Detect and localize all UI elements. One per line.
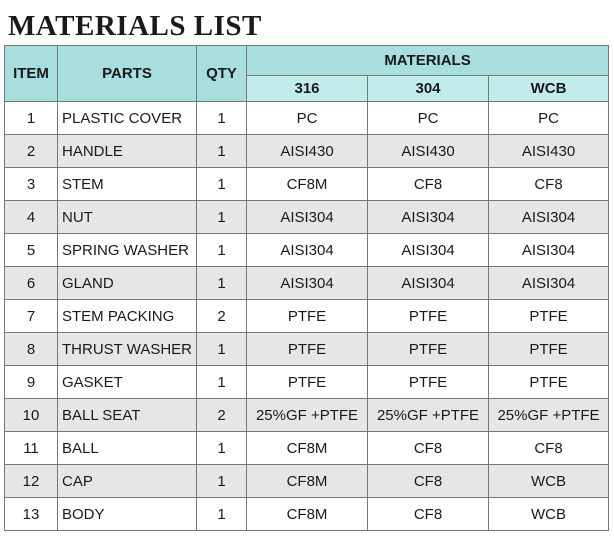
table-row (5, 234, 609, 267)
cell-316: AISI304 (247, 201, 368, 234)
cell-304: CF8 (368, 465, 489, 498)
table-row (5, 267, 609, 300)
table-body (5, 102, 609, 531)
cell-304: PTFE (368, 333, 489, 366)
cell-316: AISI304 (247, 267, 368, 300)
cell-item: 9 (5, 366, 58, 399)
cell-item: 8 (5, 333, 58, 366)
cell-qty: 1 (197, 102, 247, 135)
cell-part: NUT (58, 201, 197, 234)
cell-304: AISI304 (368, 201, 489, 234)
cell-part: CAP (58, 465, 197, 498)
cell-item: 10 (5, 399, 58, 432)
cell-part: SPRING WASHER (58, 234, 197, 267)
cell-qty: 1 (197, 498, 247, 531)
header-materials: MATERIALS (247, 46, 609, 76)
cell-wcb: WCB (489, 498, 609, 531)
cell-qty: 1 (197, 168, 247, 201)
cell-304: AISI304 (368, 234, 489, 267)
table-row (5, 465, 609, 498)
cell-part: BALL (58, 432, 197, 465)
page-title: MATERIALS LIST (8, 10, 262, 42)
cell-304: 25%GF +PTFE (368, 399, 489, 432)
table-row (5, 498, 609, 531)
cell-304: PTFE (368, 300, 489, 333)
cell-part: GLAND (58, 267, 197, 300)
cell-qty: 1 (197, 135, 247, 168)
cell-304: CF8 (368, 168, 489, 201)
cell-304: AISI430 (368, 135, 489, 168)
cell-316: 25%GF +PTFE (247, 399, 368, 432)
table-row (5, 333, 609, 366)
table-row (5, 168, 609, 201)
cell-qty: 1 (197, 465, 247, 498)
header-qty: QTY (197, 46, 247, 102)
cell-wcb: PTFE (489, 366, 609, 399)
cell-wcb: CF8 (489, 432, 609, 465)
cell-qty: 1 (197, 234, 247, 267)
cell-304: PC (368, 102, 489, 135)
header-316: 316 (247, 76, 368, 102)
cell-316: CF8M (247, 498, 368, 531)
cell-part: THRUST WASHER (58, 333, 197, 366)
table-row (5, 102, 609, 135)
table-row (5, 300, 609, 333)
cell-item: 12 (5, 465, 58, 498)
cell-item: 13 (5, 498, 58, 531)
cell-304: CF8 (368, 498, 489, 531)
cell-316: PC (247, 102, 368, 135)
table-row (5, 135, 609, 168)
cell-qty: 1 (197, 333, 247, 366)
cell-item: 6 (5, 267, 58, 300)
cell-316: PTFE (247, 366, 368, 399)
cell-wcb: AISI304 (489, 267, 609, 300)
header-wcb: WCB (489, 76, 609, 102)
cell-part: BALL SEAT (58, 399, 197, 432)
cell-304: PTFE (368, 366, 489, 399)
cell-part: STEM PACKING (58, 300, 197, 333)
header-parts: PARTS (58, 46, 197, 102)
cell-item: 11 (5, 432, 58, 465)
cell-item: 2 (5, 135, 58, 168)
cell-316: CF8M (247, 465, 368, 498)
cell-qty: 1 (197, 432, 247, 465)
cell-316: PTFE (247, 300, 368, 333)
cell-qty: 2 (197, 300, 247, 333)
cell-item: 3 (5, 168, 58, 201)
cell-wcb: 25%GF +PTFE (489, 399, 609, 432)
cell-316: CF8M (247, 168, 368, 201)
cell-part: BODY (58, 498, 197, 531)
cell-wcb: PTFE (489, 300, 609, 333)
cell-qty: 1 (197, 267, 247, 300)
table-row (5, 201, 609, 234)
materials-table (4, 45, 609, 531)
cell-item: 1 (5, 102, 58, 135)
cell-part: HANDLE (58, 135, 197, 168)
cell-wcb: AISI304 (489, 201, 609, 234)
cell-wcb: PC (489, 102, 609, 135)
table-row (5, 432, 609, 465)
cell-wcb: WCB (489, 465, 609, 498)
cell-304: CF8 (368, 432, 489, 465)
cell-316: CF8M (247, 432, 368, 465)
cell-part: PLASTIC COVER (58, 102, 197, 135)
cell-part: GASKET (58, 366, 197, 399)
table-row (5, 366, 609, 399)
header-304: 304 (368, 76, 489, 102)
cell-316: AISI430 (247, 135, 368, 168)
header-item: ITEM (5, 46, 58, 102)
cell-wcb: AISI430 (489, 135, 609, 168)
cell-wcb: AISI304 (489, 234, 609, 267)
cell-part: STEM (58, 168, 197, 201)
cell-wcb: PTFE (489, 333, 609, 366)
cell-item: 7 (5, 300, 58, 333)
cell-wcb: CF8 (489, 168, 609, 201)
cell-qty: 1 (197, 366, 247, 399)
cell-qty: 2 (197, 399, 247, 432)
cell-item: 4 (5, 201, 58, 234)
table-row (5, 399, 609, 432)
cell-316: PTFE (247, 333, 368, 366)
cell-316: AISI304 (247, 234, 368, 267)
cell-304: AISI304 (368, 267, 489, 300)
cell-item: 5 (5, 234, 58, 267)
cell-qty: 1 (197, 201, 247, 234)
